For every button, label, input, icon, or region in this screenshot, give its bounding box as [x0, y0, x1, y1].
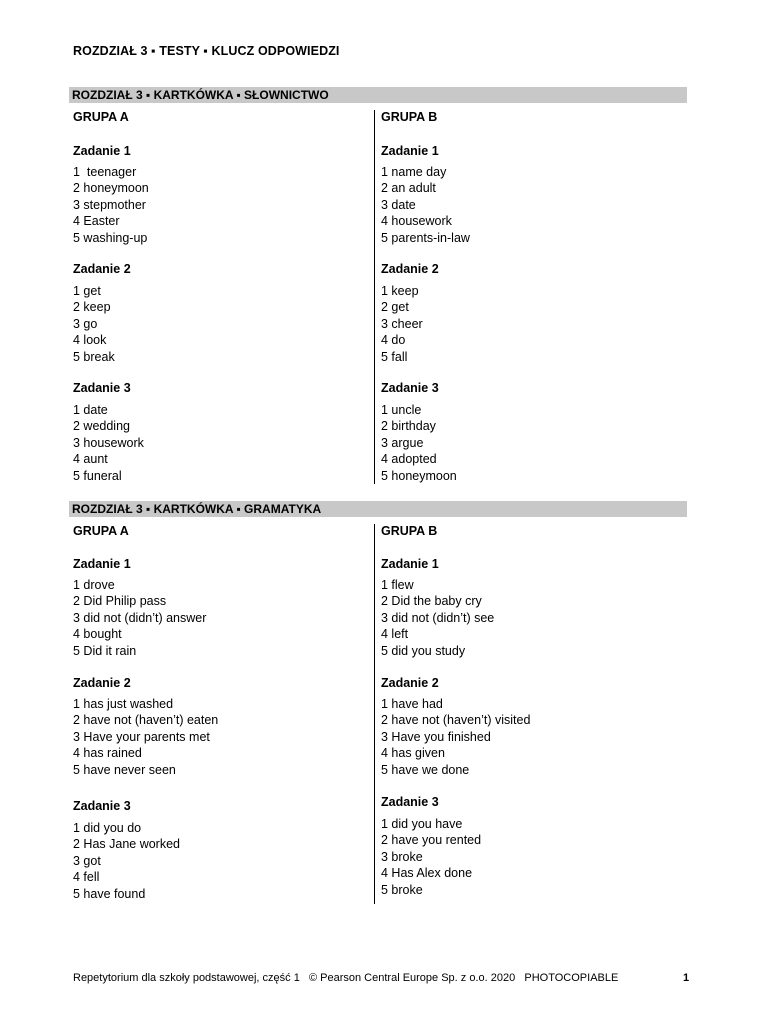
- answer-list: [381, 164, 470, 246]
- answer-item: 4 has given: [381, 746, 445, 761]
- answer-item: 3 got: [73, 853, 101, 868]
- answer-item: 4 left: [381, 627, 409, 642]
- column-divider-grammar: [374, 524, 375, 904]
- answer-item: 3 date: [381, 197, 416, 212]
- answer-item: 1 have had: [381, 697, 443, 711]
- group-title: GRUPA A: [73, 110, 129, 124]
- answer-item: 2 wedding: [73, 419, 130, 434]
- answer-item: 3 housework: [73, 435, 144, 450]
- task-title: Zadanie 2: [381, 262, 439, 276]
- answer-item: 4 Has Alex done: [381, 866, 473, 881]
- answer-list: [381, 577, 494, 659]
- task-title: Zadanie 3: [381, 381, 439, 395]
- answer-item: 3 cheer: [381, 316, 423, 331]
- answer-list: [381, 696, 530, 778]
- answer-item: 2 honeymoon: [73, 181, 149, 196]
- task-title: Zadanie 3: [73, 381, 131, 395]
- answer-list: [73, 696, 218, 778]
- task-title: Zadanie 1: [73, 557, 131, 571]
- group-title: GRUPA B: [381, 110, 438, 124]
- page-number: 1: [683, 972, 690, 984]
- answer-list: [73, 577, 206, 659]
- task-title: Zadanie 3: [381, 795, 439, 809]
- answer-list: [73, 164, 149, 246]
- task-title: Zadanie 2: [73, 676, 131, 690]
- answer-item: 5 funeral: [73, 468, 122, 483]
- answer-item: 3 did not (didn’t) see: [381, 610, 495, 625]
- answer-item: 4 look: [73, 333, 107, 348]
- answer-item: 2 birthday: [381, 419, 436, 434]
- answer-item: 2 get: [381, 300, 409, 315]
- answer-item: 4 housework: [381, 214, 452, 229]
- answer-item: 2 an adult: [381, 181, 436, 196]
- answer-item: 1 did you have: [381, 817, 463, 831]
- task-title: Zadanie 1: [381, 144, 439, 158]
- answer-list: [381, 816, 481, 898]
- answer-list: [381, 402, 457, 484]
- answer-list: [73, 820, 180, 902]
- answer-item: 5 have never seen: [73, 762, 176, 777]
- answer-item: 4 do: [381, 333, 406, 348]
- answer-item: 3 go: [73, 316, 98, 331]
- answer-item: 5 have found: [73, 886, 146, 901]
- answer-item: 1 uncle: [381, 403, 422, 417]
- answer-item: 2 keep: [73, 300, 111, 315]
- answer-item: 4 Easter: [73, 214, 120, 229]
- answer-item: 5 have we done: [381, 762, 470, 777]
- answer-item: 4 fell: [73, 870, 100, 885]
- answer-item: 3 did not (didn’t) answer: [73, 610, 207, 625]
- answer-item: 4 bought: [73, 627, 122, 642]
- group-title: GRUPA B: [381, 524, 438, 538]
- answer-item: 1 has just washed: [73, 697, 174, 711]
- answer-item: 2 have you rented: [381, 833, 482, 848]
- answer-item: 4 has rained: [73, 746, 142, 761]
- answer-item: 2 Did the baby cry: [381, 594, 482, 609]
- footer-copyright: Repetytorium dla szkoły podstawowej, część 1 © Pearson Central Europe Sp. z o.o. 2020 PHOTOCOPIABLE: [73, 972, 619, 984]
- column-divider-vocabulary: [374, 110, 375, 484]
- task-title: Zadanie 3: [73, 799, 131, 813]
- answer-item: 5 washing-up: [73, 230, 148, 245]
- answer-item: 2 have not (haven’t) eaten: [73, 713, 219, 728]
- task-title: Zadanie 2: [73, 262, 131, 276]
- answer-item: 5 did you study: [381, 643, 466, 658]
- answer-list: [381, 283, 423, 365]
- answer-item: 2 have not (haven’t) visited: [381, 713, 531, 728]
- answer-item: 1 get: [73, 284, 101, 298]
- answer-item: 3 Have you finished: [381, 729, 491, 744]
- task-title: Zadanie 1: [73, 144, 131, 158]
- answer-item: 4 adopted: [381, 452, 437, 467]
- answer-item: 2 Has Jane worked: [73, 837, 181, 852]
- answer-item: 1 flew: [381, 578, 414, 592]
- answer-item: 5 parents-in-law: [381, 230, 470, 245]
- answer-item: 3 broke: [381, 849, 423, 864]
- answer-item: 1 teenager: [73, 165, 137, 179]
- answer-item: 3 Have your parents met: [73, 729, 210, 744]
- page-title: ROZDZIAŁ 3 ▪ TESTY ▪ KLUCZ ODPOWIEDZI: [73, 44, 340, 58]
- answer-item: 1 name day: [381, 165, 447, 179]
- answer-list: [73, 402, 144, 484]
- answer-item: 5 honeymoon: [381, 468, 457, 483]
- answer-item: 1 drove: [73, 578, 115, 592]
- answer-item: 1 did you do: [73, 821, 142, 835]
- section-bar-grammar: ROZDZIAŁ 3 ▪ KARTKÓWKA ▪ GRAMATYKA: [69, 501, 687, 517]
- answer-item: 2 Did Philip pass: [73, 594, 167, 609]
- task-title: Zadanie 1: [381, 557, 439, 571]
- answer-item: 3 argue: [381, 435, 424, 450]
- group-title: GRUPA A: [73, 524, 129, 538]
- answer-item: 5 fall: [381, 349, 408, 364]
- answer-item: 1 keep: [381, 284, 419, 298]
- answer-item: 5 Did it rain: [73, 643, 137, 658]
- answer-item: 3 stepmother: [73, 197, 146, 212]
- answer-item: 1 date: [73, 403, 108, 417]
- answer-list: [73, 283, 115, 365]
- answer-item: 5 broke: [381, 882, 423, 897]
- task-title: Zadanie 2: [381, 676, 439, 690]
- section-bar-vocabulary: ROZDZIAŁ 3 ▪ KARTKÓWKA ▪ SŁOWNICTWO: [69, 87, 687, 103]
- answer-item: 4 aunt: [73, 452, 108, 467]
- answer-item: 5 break: [73, 349, 115, 364]
